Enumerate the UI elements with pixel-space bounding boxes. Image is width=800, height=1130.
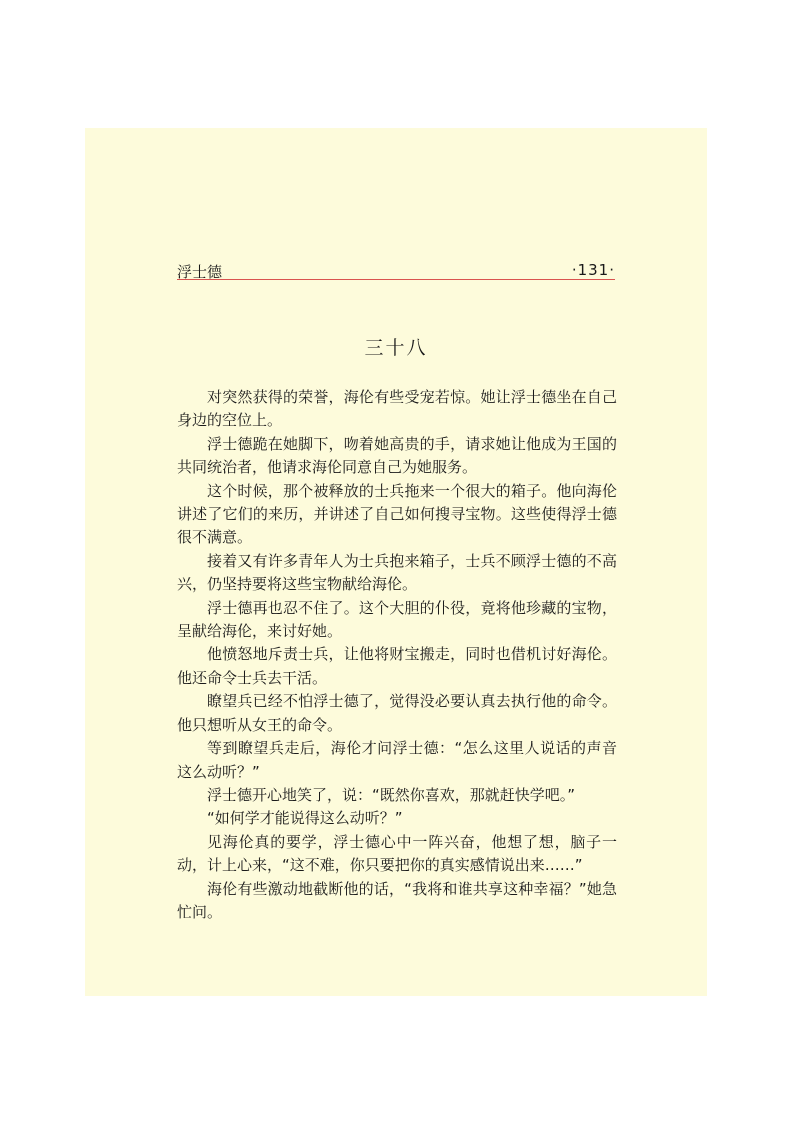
paragraph: 接着又有许多青年人为士兵抱来箱子，士兵不顾浮士德的不高兴，仍坚持要将这些宝物献给海伦。 [177, 551, 617, 594]
paragraph: 海伦有些激动地截断他的话，“我将和谁共享这种幸福？”她急忙问。 [177, 879, 617, 921]
paragraph: 这个时候，那个被释放的士兵拖来一个很大的箱子。他向海伦讲述了它们的来历，并讲述了自己如何搜寻宝物。这些使得浮士德很不满意。 [177, 481, 617, 547]
paragraph: 见海伦真的要学，浮士德心中一阵兴奋，他想了想，脑子一动，计上心来，“这不难，你只要把你的真实感情说出来……” [177, 832, 617, 875]
paragraph: 浮士德再也忍不住了。这个大胆的仆役，竟将他珍藏的宝物，呈献给海伦，来讨好她。 [177, 598, 617, 641]
page-number: ·131· [571, 261, 615, 279]
chapter-title: 三十八 [364, 337, 428, 359]
paragraph: “如何学才能说得这么动听？” [207, 809, 403, 828]
book-page [85, 128, 707, 996]
paragraph: 浮士德跪在她脚下，吻着她高贵的手，请求她让他成为王国的共同统治者，他请求海伦同意自己为她服务。 [177, 434, 617, 477]
paragraph: 对突然获得的荣誉，海伦有些受宠若惊。她让浮士德坐在自己身边的空位上。 [177, 388, 617, 430]
running-header-title: 浮士德 [177, 263, 223, 281]
paragraph: 浮士德开心地笑了，说：“既然你喜欢，那就赶快学吧。” [207, 785, 576, 804]
paragraph: 瞭望兵已经不怕浮士德了，觉得没必要认真去执行他的命令。他只想听从女王的命令。 [177, 692, 617, 734]
paragraph: 他愤怒地斥责士兵，让他将财宝搬走，同时也借机讨好海伦。他还命令士兵去干活。 [177, 645, 617, 687]
running-header [177, 261, 615, 285]
paragraph: 等到瞭望兵走后，海伦才问浮士德：“怎么这里人说话的声音这么动听？” [177, 739, 617, 781]
body-text [177, 386, 617, 924]
header-divider [177, 279, 615, 280]
